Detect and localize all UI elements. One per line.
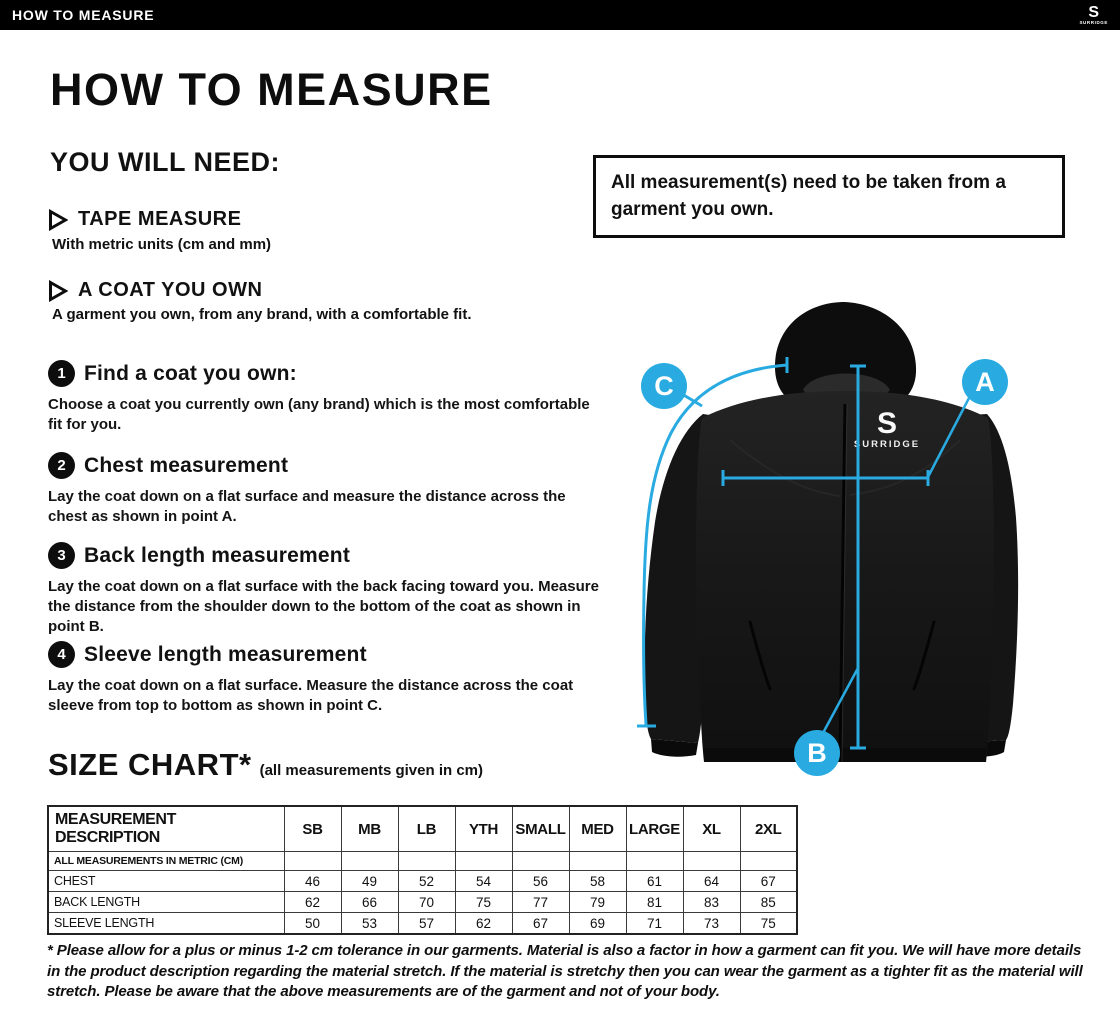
measurement-value-cell: 67 bbox=[512, 913, 569, 935]
column-header: SB bbox=[284, 806, 341, 852]
measurement-value-cell: 50 bbox=[284, 913, 341, 935]
measurement-value-cell: 73 bbox=[683, 913, 740, 935]
step-4 bbox=[48, 641, 604, 716]
measurement-value-cell: 57 bbox=[398, 913, 455, 935]
measurement-label-cell: BACK LENGTH bbox=[48, 892, 284, 913]
column-header: LB bbox=[398, 806, 455, 852]
top-bar-title: HOW TO MEASURE bbox=[12, 7, 155, 23]
point-b-label: B bbox=[807, 738, 827, 768]
measurement-value-cell: 64 bbox=[683, 871, 740, 892]
step-number-badge: 2 bbox=[48, 452, 75, 479]
page-title: HOW TO MEASURE bbox=[50, 64, 493, 115]
size-chart-row bbox=[48, 892, 797, 913]
measurement-label-cell: SLEEVE LENGTH bbox=[48, 913, 284, 935]
step-description: Lay the coat down on a flat surface and measure the distance across the chest as shown in point A. bbox=[48, 488, 566, 525]
measurement-label-cell: CHEST bbox=[48, 871, 284, 892]
size-chart-title: SIZE CHART* bbox=[48, 747, 252, 782]
measurement-notice-box: All measurement(s) need to be taken from a garment you own. bbox=[593, 155, 1065, 238]
surridge-wordmark: SURRIDGE bbox=[1079, 19, 1108, 25]
measurement-value-cell: 46 bbox=[284, 871, 341, 892]
play-triangle-icon bbox=[48, 280, 68, 302]
measurement-value-cell: 71 bbox=[626, 913, 683, 935]
step-1 bbox=[48, 360, 604, 435]
step-2 bbox=[48, 452, 604, 527]
jacket-logo-s-icon: S bbox=[876, 407, 898, 440]
measurement-value-cell: 49 bbox=[341, 871, 398, 892]
jacket-hem bbox=[704, 748, 986, 762]
tolerance-footnote: * Please allow for a plus or minus 1-2 cm tolerance in our garments. Material is also a factor in how a garment can fit you. We will have more details in the product description regarding the material stretch. If the material is stretchy then you can wear the garment as a tighter fit as the material will stretch. Please be aware that the above measurements are of the garment and not of your body. bbox=[47, 942, 1083, 1001]
empty-cell bbox=[740, 852, 797, 871]
empty-cell bbox=[569, 852, 626, 871]
empty-cell bbox=[284, 852, 341, 871]
column-header: SMALL bbox=[512, 806, 569, 852]
top-bar bbox=[0, 0, 1120, 30]
measurement-value-cell: 75 bbox=[740, 913, 797, 935]
measurement-value-cell: 52 bbox=[398, 871, 455, 892]
column-header: MB bbox=[341, 806, 398, 852]
column-header: MED bbox=[569, 806, 626, 852]
step-number-badge: 4 bbox=[48, 641, 75, 668]
size-chart-heading bbox=[48, 747, 483, 783]
need-item-label: A COAT YOU OWN bbox=[78, 279, 263, 301]
surridge-logo bbox=[1079, 3, 1108, 26]
empty-cell bbox=[512, 852, 569, 871]
metric-note-row bbox=[48, 852, 797, 871]
empty-cell bbox=[398, 852, 455, 871]
empty-cell bbox=[455, 852, 512, 871]
step-number-badge: 3 bbox=[48, 542, 75, 569]
step-title: Back length measurement bbox=[84, 543, 351, 567]
measurement-value-cell: 79 bbox=[569, 892, 626, 913]
empty-cell bbox=[683, 852, 740, 871]
size-chart-subtitle: (all measurements given in cm) bbox=[259, 762, 483, 779]
measurement-value-cell: 61 bbox=[626, 871, 683, 892]
need-item-label: TAPE MEASURE bbox=[78, 208, 242, 230]
jacket-measurement-diagram bbox=[600, 290, 1100, 790]
column-header: YTH bbox=[455, 806, 512, 852]
measurement-value-cell: 67 bbox=[740, 871, 797, 892]
you-will-need-title: YOU WILL NEED: bbox=[50, 147, 281, 177]
step-title: Find a coat you own: bbox=[84, 361, 297, 385]
need-item-tape-measure bbox=[48, 208, 241, 231]
point-c-label: C bbox=[654, 371, 674, 401]
measurement-value-cell: 56 bbox=[512, 871, 569, 892]
measurement-value-cell: 62 bbox=[455, 913, 512, 935]
measurement-value-cell: 83 bbox=[683, 892, 740, 913]
empty-cell bbox=[626, 852, 683, 871]
measurement-value-cell: 75 bbox=[455, 892, 512, 913]
column-header: XL bbox=[683, 806, 740, 852]
step-title: Chest measurement bbox=[84, 453, 289, 477]
step-description: Lay the coat down on a flat surface. Measure the distance across the coat sleeve from top to bottom as shown in point C. bbox=[48, 677, 574, 714]
measurement-value-cell: 53 bbox=[341, 913, 398, 935]
need-item-description: With metric units (cm and mm) bbox=[52, 236, 272, 253]
column-header: LARGE bbox=[626, 806, 683, 852]
step-number-badge: 1 bbox=[48, 360, 75, 387]
step-3 bbox=[48, 542, 604, 637]
column-header: 2XL bbox=[740, 806, 797, 852]
measurement-value-cell: 81 bbox=[626, 892, 683, 913]
measurement-value-cell: 62 bbox=[284, 892, 341, 913]
measurement-value-cell: 77 bbox=[512, 892, 569, 913]
measurement-value-cell: 70 bbox=[398, 892, 455, 913]
size-chart-row bbox=[48, 913, 797, 935]
jacket-logo-wordmark: SURRIDGE bbox=[853, 439, 921, 450]
empty-cell bbox=[341, 852, 398, 871]
measurement-value-cell: 69 bbox=[569, 913, 626, 935]
measurement-value-cell: 58 bbox=[569, 871, 626, 892]
step-description: Choose a coat you currently own (any brand) which is the most comfortable fit for you. bbox=[48, 396, 590, 433]
size-chart-header-row bbox=[48, 806, 797, 852]
point-a-label: A bbox=[975, 367, 995, 397]
step-description: Lay the coat down on a flat surface with the back facing toward you. Measure the distance from the shoulder down to the bottom of the coat as shown in point B. bbox=[48, 578, 599, 635]
measurement-value-cell: 85 bbox=[740, 892, 797, 913]
step-title: Sleeve length measurement bbox=[84, 642, 367, 666]
size-chart-row bbox=[48, 871, 797, 892]
need-item-coat bbox=[48, 279, 262, 302]
play-triangle-icon bbox=[48, 209, 68, 231]
column-header: MEASUREMENT DESCRIPTION bbox=[48, 806, 284, 852]
size-chart-table bbox=[47, 805, 798, 935]
need-item-description: A garment you own, from any brand, with a comfortable fit. bbox=[52, 306, 472, 323]
measurement-value-cell: 54 bbox=[455, 871, 512, 892]
metric-note-cell: ALL MEASUREMENTS IN METRIC (CM) bbox=[48, 852, 284, 871]
measurement-value-cell: 66 bbox=[341, 892, 398, 913]
size-chart-body bbox=[48, 852, 797, 935]
surridge-s-icon: S bbox=[1088, 3, 1100, 21]
